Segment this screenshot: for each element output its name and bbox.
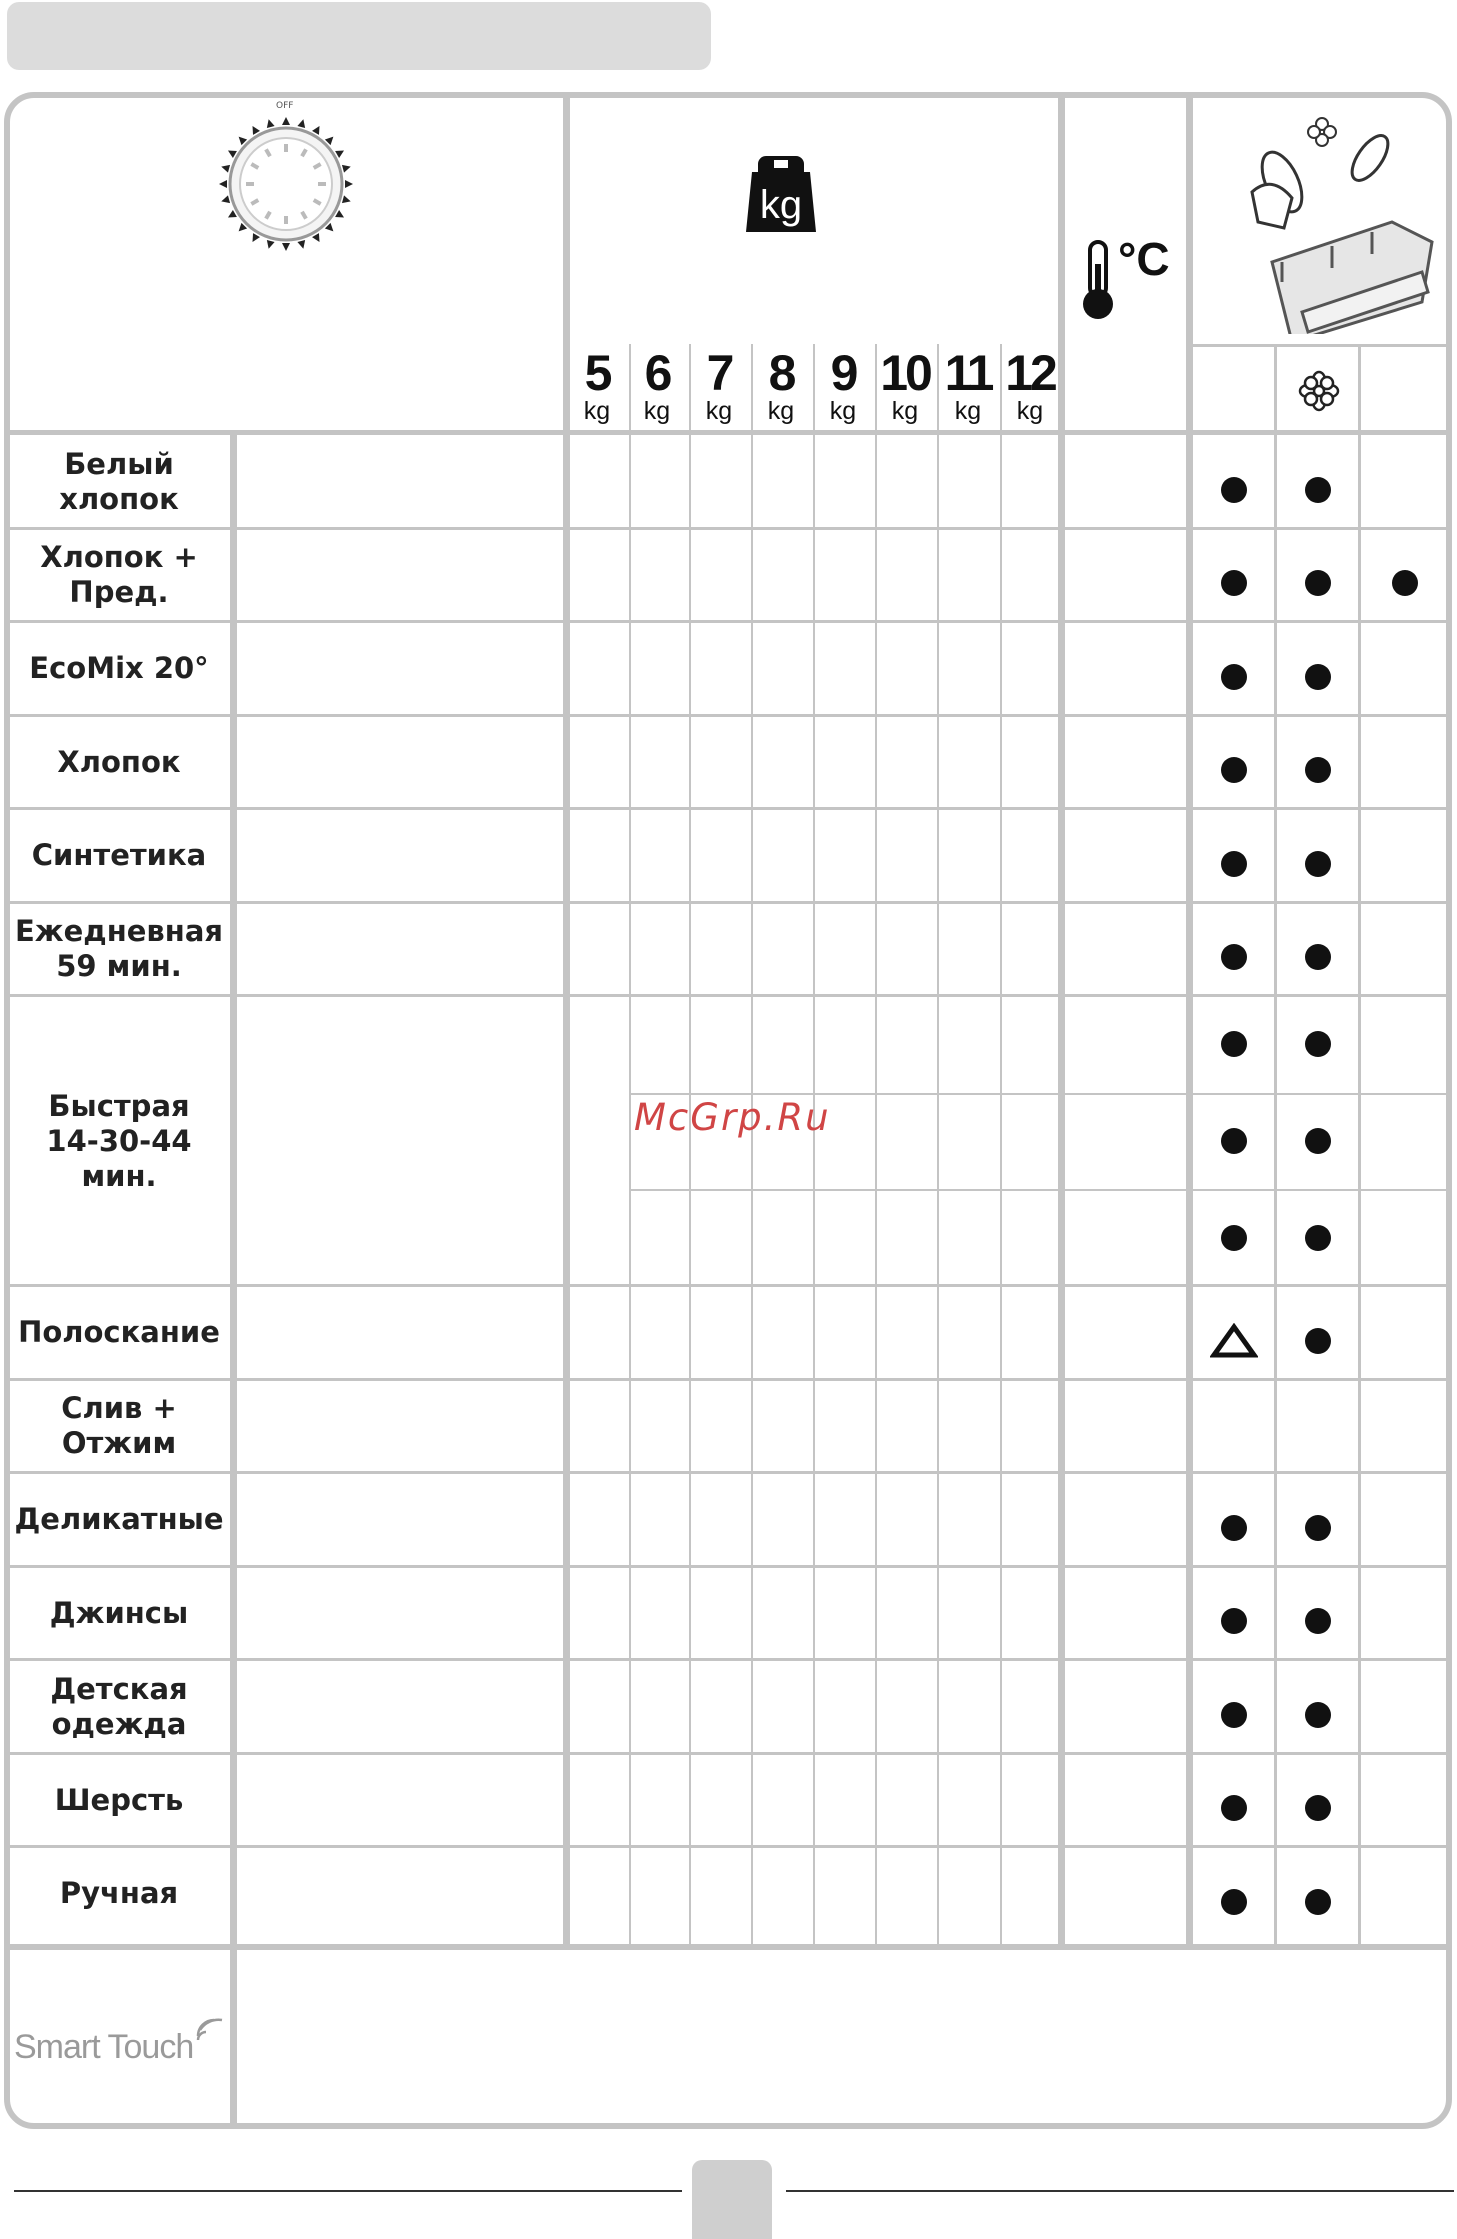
program-name: Полоскание (18, 1315, 220, 1350)
dial-tick (226, 210, 237, 221)
page-number-tab (692, 2160, 772, 2239)
dial-tick (297, 118, 307, 128)
kg-col-divider-2 (751, 344, 753, 1944)
sub-row-line (630, 1093, 1448, 1095)
dial-tick (312, 233, 323, 244)
dot-mark (1221, 664, 1247, 690)
program-name: EcoMix 20° (29, 651, 209, 686)
drawer-col-divider-2 (1358, 346, 1361, 1944)
program-name: Деликатные (14, 1502, 224, 1537)
load-size-unit: kg (891, 397, 919, 425)
load-size-number: 7 (706, 345, 732, 401)
dot-mark (1305, 1515, 1331, 1541)
program-name: Шерсть (54, 1782, 184, 1817)
dot-mark (1221, 1889, 1247, 1915)
load-size-unit: kg (767, 397, 795, 425)
program-name: Белый хлопок (59, 446, 179, 516)
program-name: Ежедневная 59 мин. (14, 914, 224, 984)
program-name: Детская одежда (50, 1671, 188, 1741)
kg-col-divider-1 (689, 344, 691, 1944)
dot-mark (1305, 1328, 1331, 1354)
program-name: Хлопок (57, 744, 181, 779)
kg-col-divider-3 (813, 344, 815, 1944)
dial-tick (226, 147, 237, 158)
kg-col-divider-5 (937, 344, 939, 1944)
divider-drawer-start (1186, 98, 1193, 1944)
kg-col-divider-6 (1000, 344, 1002, 1944)
load-size-number: 8 (768, 345, 794, 401)
drawer-sub-header-line (1190, 344, 1446, 347)
program-name: Джинсы (49, 1595, 189, 1630)
dial-tick (312, 124, 323, 135)
dial-tick (265, 240, 275, 250)
dial-tick (220, 195, 230, 205)
dial-tick (249, 233, 260, 244)
header-gray-bar (7, 2, 711, 70)
dot-mark (1221, 851, 1247, 877)
load-size-number: 6 (644, 345, 670, 401)
program-name: Синтетика (31, 838, 207, 873)
footer-line-right (786, 2190, 1454, 2192)
body-bottom-line (8, 1944, 1448, 1950)
dial-tick (220, 163, 230, 173)
thermometer-icon (1078, 238, 1122, 322)
dot-mark (1305, 1702, 1331, 1728)
dial-tick (345, 180, 353, 188)
program-name: Слив + Отжим (61, 1391, 177, 1461)
sub-row-line (630, 1189, 1448, 1191)
program-name: Быстрая 14-30-44 мин. (46, 1088, 192, 1193)
temperature-unit: °C (1118, 233, 1170, 285)
dial-tick (297, 240, 307, 250)
load-size-unit: kg (583, 397, 611, 425)
dot-mark (1305, 664, 1331, 690)
program-name: Ручная (59, 1876, 179, 1911)
kg-col-divider-4 (875, 344, 877, 1944)
load-size-number: 9 (830, 345, 856, 401)
kg-col-divider-0 (629, 344, 631, 1944)
load-size-number: 10 (880, 345, 930, 401)
dot-mark (1221, 1702, 1247, 1728)
load-size-number: 5 (584, 345, 610, 401)
dial-tick (282, 243, 290, 251)
dot-mark (1305, 1225, 1331, 1251)
dial-off-label: OFF (276, 101, 294, 111)
footer-line-left (14, 2190, 682, 2192)
smart-touch-logo (14, 2028, 193, 2067)
load-size-unit: kg (705, 397, 733, 425)
dot-mark (1305, 851, 1331, 877)
dial-tick (342, 163, 352, 173)
detergent-drawer-icon (1242, 112, 1434, 334)
divider-temp-start (1058, 98, 1065, 1944)
program-dial-icon (216, 114, 356, 254)
dot-mark (1305, 477, 1331, 503)
dial-tick (335, 147, 346, 158)
watermark-text: McGrp.Ru (634, 1096, 831, 1139)
dial-tick (249, 124, 260, 135)
dot-mark (1221, 1128, 1247, 1154)
kg-weight-icon (744, 150, 818, 234)
svg-text:kg: kg (759, 183, 803, 227)
dial-tick (265, 118, 275, 128)
flower-softener-icon (1298, 370, 1340, 412)
dot-mark (1305, 1889, 1331, 1915)
load-size-unit: kg (954, 397, 982, 425)
dot-mark (1221, 477, 1247, 503)
dial-tick (335, 210, 346, 221)
load-size-number: 12 (1005, 345, 1055, 401)
smart-touch-wave-icon (194, 2012, 228, 2046)
dot-mark (1221, 1515, 1247, 1541)
dot-mark (1221, 1225, 1247, 1251)
load-size-unit: kg (829, 397, 857, 425)
dial-tick (342, 195, 352, 205)
smart-touch-label: Smart Touch (14, 2028, 194, 2066)
load-size-unit: kg (1016, 397, 1044, 425)
divider-label-col (230, 430, 237, 2123)
drawer-col-divider-1 (1274, 346, 1277, 1944)
program-name: Хлопок + Пред. (40, 540, 198, 610)
load-size-unit: kg (643, 397, 671, 425)
dot-mark (1305, 1128, 1331, 1154)
triangle-mark (1210, 1323, 1258, 1359)
dial-tick (219, 180, 227, 188)
dial-tick (282, 117, 290, 125)
load-size-number: 11 (944, 345, 992, 401)
